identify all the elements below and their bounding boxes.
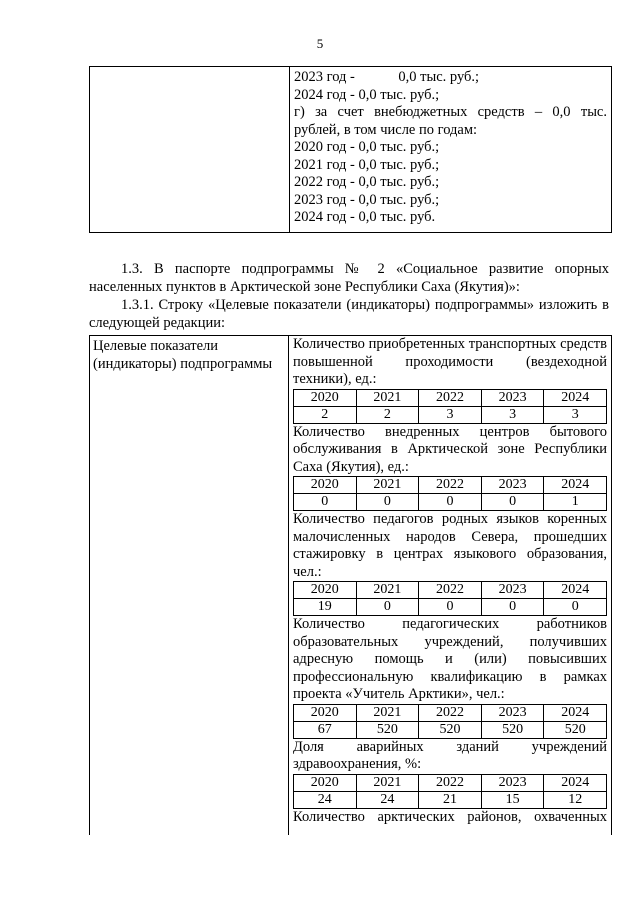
- value-cell: 0: [419, 494, 482, 511]
- year-cell: 2023: [481, 477, 544, 494]
- value-cell: 67: [294, 721, 357, 738]
- value-cell: 24: [356, 791, 419, 808]
- indicator-year-table: [293, 774, 607, 809]
- indicators-left-label: Целевые показатели (индикаторы) подпрограммы: [93, 338, 273, 372]
- value-cell: 3: [544, 406, 607, 423]
- year-cell: 2023: [481, 704, 544, 721]
- year-cell: 2024: [544, 704, 607, 721]
- funding-line: 2022 год - 0,0 тыс. руб.;: [294, 174, 440, 190]
- indicator-label: Доля аварийных зданий учреждений здравоохранения, %:: [293, 738, 607, 772]
- year-cell: 2020: [294, 774, 357, 791]
- funding-line: 2020 год - 0,0 тыс. руб.;: [294, 139, 440, 155]
- funding-line: 2023 год - 0,0 тыс. руб.;: [294, 69, 480, 85]
- indicator-label: Количество педагогов родных языков коренных малочисленных народов Севера, прошедших стажировку в центрах языкового образования, чел.:: [293, 511, 607, 580]
- indicators-table: [89, 335, 612, 835]
- year-cell: 2021: [356, 774, 419, 791]
- indicators-table-left-cell: [90, 336, 289, 835]
- year-cell: 2022: [419, 477, 482, 494]
- year-cell: 2024: [544, 389, 607, 406]
- value-cell: 0: [294, 494, 357, 511]
- value-cell: 0: [356, 599, 419, 616]
- year-cell: 2021: [356, 477, 419, 494]
- year-cell: 2024: [544, 774, 607, 791]
- value-cell: 520: [419, 721, 482, 738]
- funding-table: [89, 66, 612, 233]
- year-cell: 2023: [481, 582, 544, 599]
- indicator-label: Количество приобретенных транспортных средств повышенной проходимости (вездеходной техники), ед.:: [293, 336, 607, 387]
- year-cell: 2022: [419, 582, 482, 599]
- indicators-table-right-cell: [289, 336, 611, 835]
- indicator-year-table: [293, 476, 607, 511]
- year-cell: 2022: [419, 774, 482, 791]
- value-cell: 3: [481, 406, 544, 423]
- indicator-year-table: [293, 389, 607, 424]
- value-cell: 2: [294, 406, 357, 423]
- indicator-year-table: [293, 704, 607, 739]
- value-cell: 1: [544, 494, 607, 511]
- year-cell: 2021: [356, 389, 419, 406]
- value-cell: 0: [481, 494, 544, 511]
- funding-line: 2023 год - 0,0 тыс. руб.;: [294, 191, 440, 208]
- funding-line: 2024 год - 0,0 тыс. руб.;: [294, 86, 440, 103]
- value-cell: 520: [481, 721, 544, 738]
- value-cell: 0: [419, 599, 482, 616]
- year-cell: 2022: [419, 389, 482, 406]
- value-cell: 3: [419, 406, 482, 423]
- value-cell: 21: [419, 791, 482, 808]
- value-cell: 0: [481, 599, 544, 616]
- indicator-label-continued: Количество арктических районов, охваченных: [293, 808, 607, 825]
- year-cell: 2021: [356, 704, 419, 721]
- year-cell: 2020: [294, 389, 357, 406]
- funding-line: г) за счет внебюджетных средств – 0,0 тыс.: [294, 104, 607, 120]
- value-cell: 0: [544, 599, 607, 616]
- year-cell: 2024: [544, 477, 607, 494]
- page-number: 5: [316, 36, 324, 51]
- value-cell: 24: [294, 791, 357, 808]
- funding-line: 2024 год - 0,0 тыс. руб.: [294, 209, 436, 225]
- year-cell: 2024: [544, 582, 607, 599]
- funding-line: 2021 год - 0,0 тыс. руб.;: [294, 156, 440, 173]
- value-cell: 15: [481, 791, 544, 808]
- value-cell: 520: [544, 721, 607, 738]
- year-cell: 2020: [294, 704, 357, 721]
- year-cell: 2023: [481, 774, 544, 791]
- value-cell: 0: [356, 494, 419, 511]
- year-cell: 2020: [294, 582, 357, 599]
- year-cell: 2020: [294, 477, 357, 494]
- funding-line: рублей, в том числе по годам:: [294, 121, 478, 138]
- year-cell: 2022: [419, 704, 482, 721]
- paragraph-1-3: 1.3. В паспорте подпрограммы № 2 «Социальное развитие опорных населенных пунктов в Арктической зоне Республики Саха (Якутия)»:: [89, 261, 609, 295]
- value-cell: 520: [356, 721, 419, 738]
- indicator-year-table: [293, 581, 607, 616]
- year-cell: 2021: [356, 582, 419, 599]
- funding-table-right-cell: [290, 67, 611, 232]
- indicator-label: Количество педагогических работников образовательных учреждений, получивших адресную помощь и (или) повысивших профессиональную квалификацию в рамках проекта «Учитель Арктики», чел.:: [293, 616, 607, 702]
- value-cell: 2: [356, 406, 419, 423]
- paragraph-1-3-1: 1.3.1. Строку «Целевые показатели (индикаторы) подпрограммы» изложить в следующей редакции:: [89, 297, 609, 331]
- value-cell: 19: [294, 599, 357, 616]
- value-cell: 12: [544, 791, 607, 808]
- funding-table-left-cell: [90, 67, 290, 232]
- indicator-label: Количество внедренных центров бытового обслуживания в Арктической зоне Республики Саха (Якутия), ед.:: [293, 423, 607, 475]
- year-cell: 2023: [481, 389, 544, 406]
